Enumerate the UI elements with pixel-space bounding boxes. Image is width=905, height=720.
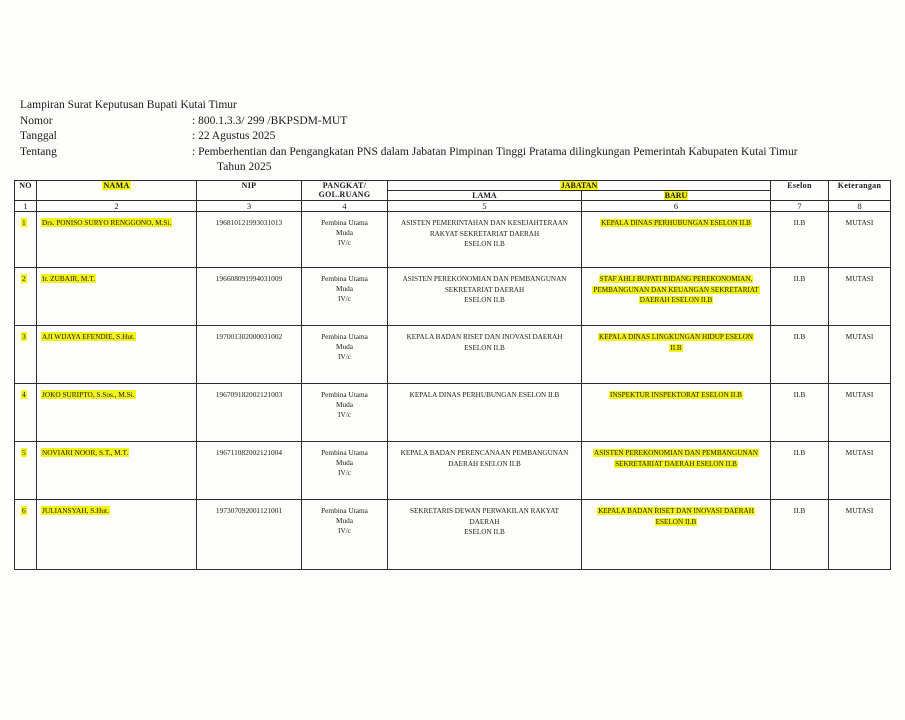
cell-jabatan-lama: ASISTEN PEMERINTAHAN DAN KESEJAHTERAAN RAKYAT SEKRETARIAT DAERAH ESELON II.B [388, 212, 582, 268]
cell-pangkat: Pembina Utama Muda IV/c [302, 268, 388, 326]
cell-pangkat: Pembina Utama Muda IV/c [302, 326, 388, 384]
header-row-tentang [20, 145, 885, 161]
cell-no: 2 [15, 268, 37, 326]
table-row [15, 500, 891, 570]
cell-keterangan: MUTASI [829, 326, 891, 384]
table-row [15, 326, 891, 384]
colnum-6: 6 [582, 201, 771, 212]
header-jabatan: JABATAN [388, 181, 771, 191]
cell-nama: JOKO SURIPTO, S.Sos., M.Si. [37, 384, 197, 442]
cell-pangkat: Pembina Utama Muda IV/c [302, 212, 388, 268]
table-row [15, 212, 891, 268]
colnum-5: 5 [388, 201, 582, 212]
cell-pangkat: Pembina Utama Muda IV/c [302, 500, 388, 570]
cell-nip: 196709182002121003 [197, 384, 302, 442]
cell-keterangan: MUTASI [829, 384, 891, 442]
cell-eselon: II.B [771, 212, 829, 268]
document-header [20, 98, 885, 176]
cell-nama: Drs. PONISO SURYO RENGGONO, M.Si. [37, 212, 197, 268]
cell-no: 6 [15, 500, 37, 570]
cell-jabatan-lama: KEPALA BADAN PERENCANAAN PEMBANGUNAN DAERAH ESELON II.B [388, 442, 582, 500]
cell-jabatan-baru: KEPALA BADAN RISET DAN INOVASI DAERAH ESELON II.B [582, 500, 771, 570]
header-value-nomor: : 800.1.3.3/ 299 /BKPSDM-MUT [192, 114, 348, 127]
header-keterangan: Keterangan [829, 181, 891, 201]
header-row-nomor [20, 114, 885, 130]
cell-no: 1 [15, 212, 37, 268]
header-jabatan-lama: LAMA [388, 191, 582, 201]
table-row [15, 442, 891, 500]
cell-keterangan: MUTASI [829, 268, 891, 326]
cell-pangkat: Pembina Utama Muda IV/c [302, 384, 388, 442]
cell-eselon: II.B [771, 500, 829, 570]
cell-eselon: II.B [771, 384, 829, 442]
cell-no: 4 [15, 384, 37, 442]
cell-keterangan: MUTASI [829, 212, 891, 268]
header-value-tentang: : Pemberhentian dan Pengangkatan PNS dalam Jabatan Pimpinan Tinggi Pratama dilingkungan Pemerintah Kabupaten Kutai Timur [192, 145, 798, 158]
cell-jabatan-lama: KEPALA DINAS PERHUBUNGAN ESELON II.B [388, 384, 582, 442]
cell-nip: 197001302000031002 [197, 326, 302, 384]
cell-no: 3 [15, 326, 37, 384]
mutation-table [14, 180, 891, 570]
colnum-8: 8 [829, 201, 891, 212]
cell-nip: 196711082002121004 [197, 442, 302, 500]
header-value-tanggal: : 22 Agustus 2025 [192, 130, 276, 142]
cell-keterangan: MUTASI [829, 500, 891, 570]
cell-eselon: II.B [771, 268, 829, 326]
colnum-3: 3 [197, 201, 302, 212]
header-label-nomor: Nomor [20, 114, 53, 127]
cell-no: 5 [15, 442, 37, 500]
cell-jabatan-baru: KEPALA DINAS LINGKUNGAN HIDUP ESELON II.B [582, 326, 771, 384]
cell-nama: AJI WIJAYA EFENDIE, S.Hut. [37, 326, 197, 384]
table-row [15, 268, 891, 326]
cell-eselon: II.B [771, 326, 829, 384]
cell-nama: NOVIARI NOOR, S.T., M.T. [37, 442, 197, 500]
header-pangkat: PANGKAT/ GOL.RUANG [302, 181, 388, 201]
header-continuation: Tahun 2025 [217, 161, 272, 173]
header-label-tanggal: Tanggal [20, 130, 57, 142]
cell-nip: 196810121993031013 [197, 212, 302, 268]
column-number-row [15, 201, 891, 212]
cell-jabatan-lama: ASISTEN PEREKONOMIAN DAN PEMBANGUNAN SEKRETARIAT DAERAH ESELON II.B [388, 268, 582, 326]
cell-jabatan-baru: ASISTEN PEREKONOMIAN DAN PEMBANGUNAN SEKRETARIAT DAERAH ESELON II.B [582, 442, 771, 500]
header-title: Lampiran Surat Keputusan Bupati Kutai Timur [20, 99, 237, 111]
colnum-1: 1 [15, 201, 37, 212]
cell-jabatan-lama: KEPALA BADAN RISET DAN INOVASI DAERAH ESELON II.B [388, 326, 582, 384]
cell-jabatan-baru: INSPEKTUR INSPEKTORAT ESELON II.B [582, 384, 771, 442]
header-no: NO [15, 181, 37, 201]
cell-pangkat: Pembina Utama Muda IV/c [302, 442, 388, 500]
header-label-tentang: Tentang [20, 145, 57, 158]
header-eselon: Eselon [771, 181, 829, 201]
colnum-7: 7 [771, 201, 829, 212]
cell-eselon: II.B [771, 442, 829, 500]
cell-nama: JULIANSYAH, S.Hut. [37, 500, 197, 570]
cell-jabatan-baru: STAF AHLI BUPATI BIDANG PEREKONOMIAN, PEMBANGUNAN DAN KEUANGAN SEKRETARIAT DAERAH ESELON II.B [582, 268, 771, 326]
cell-keterangan: MUTASI [829, 442, 891, 500]
cell-jabatan-lama: SEKRETARIS DEWAN PERWAKILAN RAKYAT DAERAH ESELON II.B [388, 500, 582, 570]
cell-nama: Ir. ZUBAIR, M.T. [37, 268, 197, 326]
table-row [15, 384, 891, 442]
header-nama: NAMA [37, 181, 197, 201]
cell-nip: 197307092001121001 [197, 500, 302, 570]
colnum-4: 4 [302, 201, 388, 212]
header-nip: NIP [197, 181, 302, 201]
colnum-2: 2 [37, 201, 197, 212]
header-row-tanggal [20, 129, 885, 145]
cell-jabatan-baru: KEPALA DINAS PERHUBUNGAN ESELON II.B [582, 212, 771, 268]
header-jabatan-baru: BARU [582, 191, 771, 201]
cell-nip: 196608091994031009 [197, 268, 302, 326]
table-header-row-1 [15, 181, 891, 191]
